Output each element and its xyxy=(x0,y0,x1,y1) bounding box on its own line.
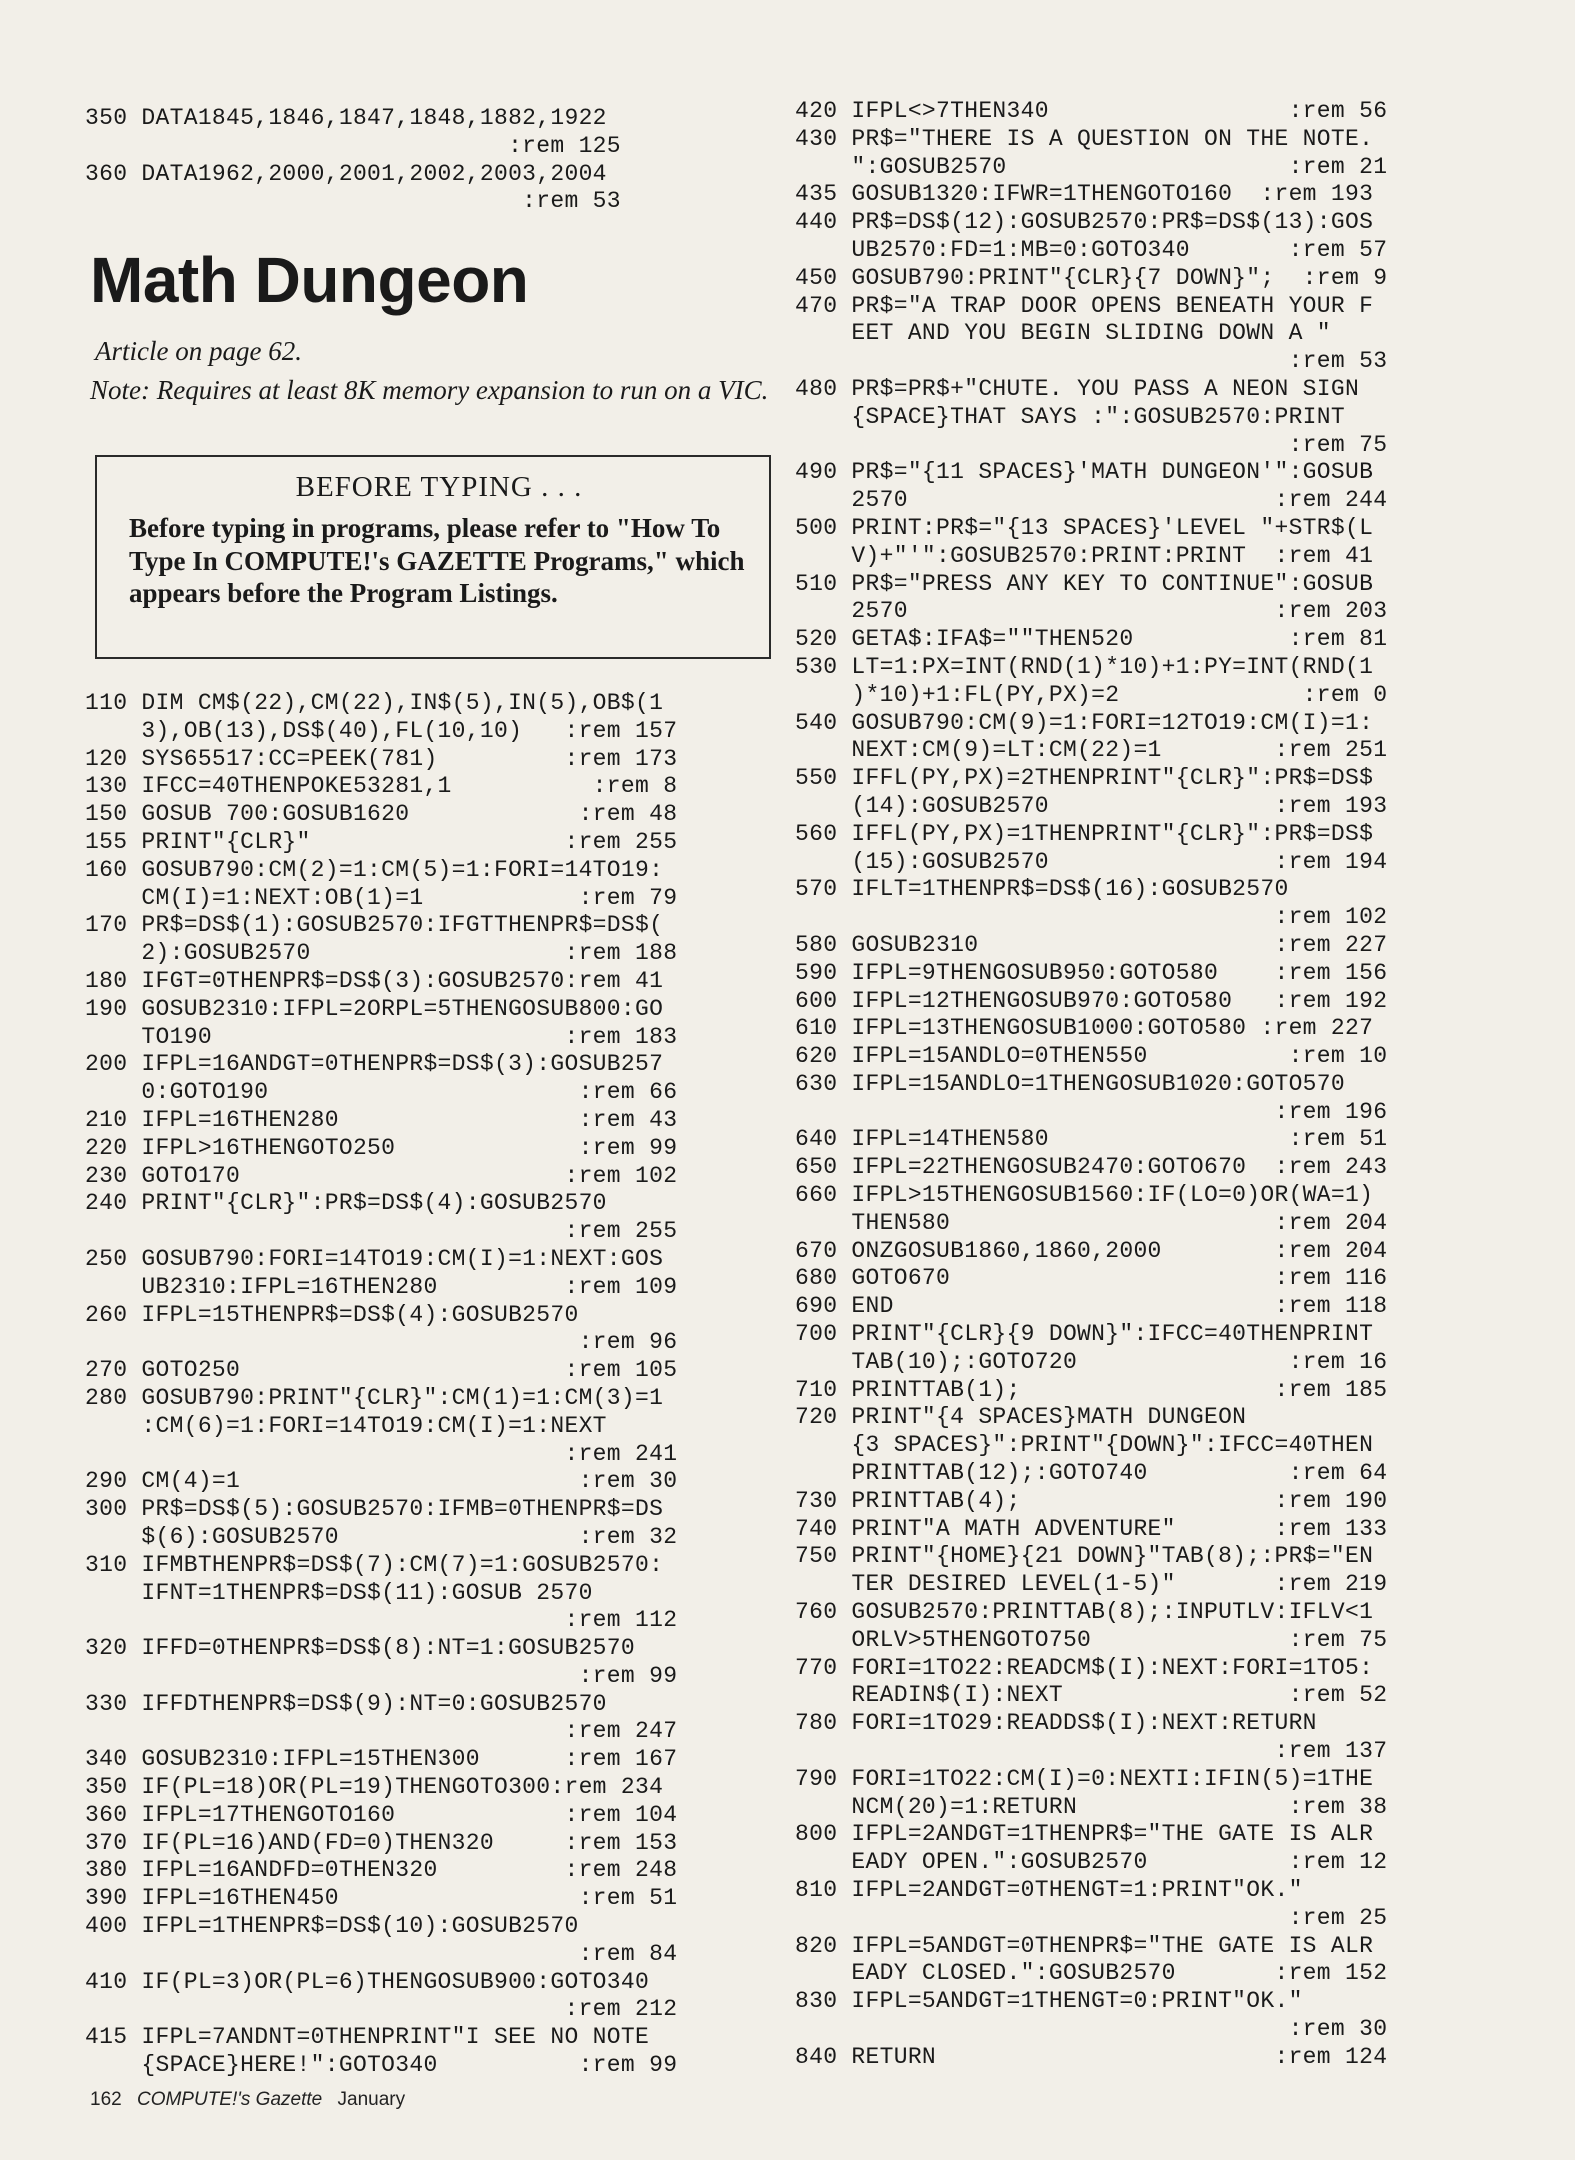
code-line: 150 GOSUB 700:GOSUB1620 :rem 48 xyxy=(85,801,678,828)
code-line: 310 IFMBTHENPR$=DS$(7):CM(7)=1:GOSUB2570: IFNT=1THENPR$=DS$(11):GOSUB 2570 :rem 112 xyxy=(85,1551,678,1634)
code-line: 130 IFCC=40THENPOKE53281,1 :rem 8 xyxy=(85,773,678,800)
code-line: 350 DATA1845,1846,1847,1848,1882,1922 :rem 125 xyxy=(85,105,621,159)
code-line: 220 IFPL>16THENGOTO250 :rem 99 xyxy=(85,1134,678,1161)
code-line: 780 FORI=1TO29:READDS$(I):NEXT:RETURN :rem 137 xyxy=(795,1710,1388,1765)
before-typing-heading: BEFORE TYPING . . . xyxy=(295,471,583,503)
code-line: 670 ONZGOSUB1860,1860,2000 :rem 204 xyxy=(795,1237,1388,1264)
code-line: 360 IFPL=17THENGOTO160 :rem 104 xyxy=(85,1801,678,1828)
code-line: 690 END :rem 118 xyxy=(795,1293,1388,1320)
code-line: 530 LT=1:PX=INT(RND(1)*10)+1:PY=INT(RND(1 )*10)+1:FL(PY,PX)=2 :rem 0 xyxy=(795,653,1388,708)
code-line: 350 IF(PL=18)OR(PL=19)THENGOTO300:rem 234 xyxy=(85,1774,664,1801)
code-line: 640 IFPL=14THEN580 :rem 51 xyxy=(795,1126,1388,1153)
code-line: 500 PRINT:PR$="{13 SPACES}'LEVEL "+STR$(L V)+"'":GOSUB2570:PRINT:PRINT :rem 41 xyxy=(795,514,1374,569)
code-line: 200 IFPL=16ANDGT=0THENPR$=DS$(3):GOSUB257 0:GOTO190 :rem 66 xyxy=(85,1051,678,1106)
code-line: 550 IFFL(PY,PX)=2THENPRINT"{CLR}":PR$=DS$ (14):GOSUB2570 :rem 193 xyxy=(795,765,1388,819)
code-line: 620 IFPL=15ANDLO=0THEN550 :rem 10 xyxy=(795,1043,1388,1070)
code-line: 240 PRINT"{CLR}":PR$=DS$(4):GOSUB2570 :rem 255 xyxy=(85,1190,678,1245)
code-line: 420 IFPL<>7THEN340 :rem 56 xyxy=(795,98,1388,124)
code-line: 540 GOSUB790:CM(9)=1:FORI=12TO19:CM(I)=1: NEXT:CM(9)=LT:CM(22)=1 :rem 251 xyxy=(795,709,1388,764)
code-line: 840 RETURN :rem 124 xyxy=(795,2043,1388,2070)
code-line: 790 FORI=1TO22:CM(I)=0:NEXTI:IFIN(5)=1THE NCM(20)=1:RETURN :rem 38 xyxy=(795,1765,1388,1820)
code-line: 330 IFFDTHENPR$=DS$(9):NT=0:GOSUB2570 :rem 247 xyxy=(85,1690,678,1745)
code-line: 760 GOSUB2570:PRINTTAB(8);:INPUTLV:IFLV<1 ORLV>5THENGOTO750 :rem 75 xyxy=(795,1599,1388,1653)
code-line: 590 IFPL=9THENGOSUB950:GOTO580 :rem 156 xyxy=(795,959,1388,986)
code-line: 300 PR$=DS$(5):GOSUB2570:IFMB=0THENPR$=DS $(6):GOSUB2570 :rem 32 xyxy=(85,1496,678,1550)
article-reference: Article on page 62. xyxy=(95,336,302,366)
code-line: 360 DATA1962,2000,2001,2002,2003,2004 :rem 53 xyxy=(85,160,621,215)
code-line: 250 GOSUB790:FORI=14TO19:CM(I)=1:NEXT:GOS UB2310:IFPL=16THEN280 :rem 109 xyxy=(85,1245,678,1300)
listing-top xyxy=(85,105,775,216)
page-footer xyxy=(90,2089,405,2111)
code-line: 435 GOSUB1320:IFWR=1THENGOTO160 :rem 193 xyxy=(795,181,1374,208)
code-line: 560 IFFL(PY,PX)=1THENPRINT"{CLR}":PR$=DS$ (15):GOSUB2570 :rem 194 xyxy=(795,820,1388,875)
code-line: 720 PRINT"{4 SPACES}MATH DUNGEON {3 SPACES}":PRINT"{DOWN}":IFCC=40THEN PRINTTAB(12);:GOTO740 :rem 64 xyxy=(795,1404,1388,1487)
code-line: 280 GOSUB790:PRINT"{CLR}":CM(1)=1:CM(3)=1 :CM(6)=1:FORI=14TO19:CM(I)=1:NEXT :rem 241 xyxy=(85,1384,678,1467)
before-typing-box xyxy=(95,455,771,659)
code-line: 740 PRINT"A MATH ADVENTURE" :rem 133 xyxy=(795,1515,1388,1542)
code-line: 710 PRINTTAB(1); :rem 185 xyxy=(795,1376,1388,1403)
requirements-note: Note: Requires at least 8K memory expansion to run on a VIC. xyxy=(90,375,769,405)
code-line: 750 PRINT"{HOME}{21 DOWN}"TAB(8);:PR$="EN TER DESIRED LEVEL(1-5)" :rem 219 xyxy=(795,1543,1388,1598)
code-line: 600 IFPL=12THENGOSUB970:GOTO580 :rem 192 xyxy=(795,987,1388,1014)
code-line: 510 PR$="PRESS ANY KEY TO CONTINUE":GOSUB 2570 :rem 203 xyxy=(795,570,1388,625)
page-number: 162 xyxy=(90,2089,122,2110)
code-line: 800 IFPL=2ANDGT=1THENPR$="THE GATE IS ALR EADY OPEN.":GOSUB2570 :rem 12 xyxy=(795,1821,1388,1876)
listing-left-column xyxy=(85,690,775,2080)
code-line: 380 IFPL=16ANDFD=0THEN320 :rem 248 xyxy=(85,1857,678,1884)
code-line: 770 FORI=1TO22:READCM$(I):NEXT:FORI=1TO5: READIN$(I):NEXT :rem 52 xyxy=(795,1654,1388,1709)
code-line: 400 IFPL=1THENPR$=DS$(10):GOSUB2570 :rem 84 xyxy=(85,1913,678,1967)
code-line: 440 PR$=DS$(12):GOSUB2570:PR$=DS$(13):GOS UB2570:FD=1:MB=0:GOTO340 :rem 57 xyxy=(795,209,1388,263)
code-line: 610 IFPL=13THENGOSUB1000:GOTO580 :rem 227 xyxy=(795,1015,1374,1042)
code-line: 340 GOSUB2310:IFPL=15THEN300 :rem 167 xyxy=(85,1746,678,1773)
code-line: 390 IFPL=16THEN450 :rem 51 xyxy=(85,1885,678,1912)
code-line: 700 PRINT"{CLR}{9 DOWN}":IFCC=40THENPRINT TAB(10);:GOTO720 :rem 16 xyxy=(795,1321,1388,1375)
code-line: 180 IFGT=0THENPR$=DS$(3):GOSUB2570:rem 41 xyxy=(85,967,664,994)
code-line: 580 GOSUB2310 :rem 227 xyxy=(795,931,1388,958)
code-line: 260 IFPL=15THENPR$=DS$(4):GOSUB2570 :rem 96 xyxy=(85,1301,678,1356)
before-typing-text: Before typing in programs, please refer to "How To Type In COMPUTE!'s GAZETTE Programs," which appears before the Program Listings. xyxy=(129,513,745,608)
code-line: 630 IFPL=15ANDLO=1THENGOSUB1020:GOTO570 :rem 196 xyxy=(795,1070,1388,1125)
code-line: 410 IF(PL=3)OR(PL=6)THENGOSUB900:GOTO340 :rem 212 xyxy=(85,1968,678,2023)
issue-month: January xyxy=(337,2089,406,2110)
code-line: 415 IFPL=7ANDNT=0THENPRINT"I SEE NO NOTE {SPACE}HERE!":GOTO340 :rem 99 xyxy=(85,2024,678,2079)
listing-right-column xyxy=(795,98,1495,2072)
code-line: 270 GOTO250 :rem 105 xyxy=(85,1357,678,1384)
code-line: 480 PR$=PR$+"CHUTE. YOU PASS A NEON SIGN {SPACE}THAT SAYS :":GOSUB2570:PRINT :rem 75 xyxy=(795,375,1388,458)
code-line: 320 IFFD=0THENPR$=DS$(8):NT=1:GOSUB2570 :rem 99 xyxy=(85,1635,678,1689)
code-line: 830 IFPL=5ANDGT=1THENGT=0:PRINT"OK." :rem 30 xyxy=(795,1988,1388,2042)
code-line: 820 IFPL=5ANDGT=0THENPR$="THE GATE IS ALR EADY CLOSED.":GOSUB2570 :rem 152 xyxy=(795,1932,1388,1987)
code-line: 730 PRINTTAB(4); :rem 190 xyxy=(795,1487,1388,1514)
code-line: 810 IFPL=2ANDGT=0THENGT=1:PRINT"OK." :rem 25 xyxy=(795,1877,1388,1931)
code-line: 430 PR$="THERE IS A QUESTION ON THE NOTE. ":GOSUB2570 :rem 21 xyxy=(795,125,1388,180)
code-line: 520 GETA$:IFA$=""THEN520 :rem 81 xyxy=(795,626,1388,653)
code-line: 290 CM(4)=1 :rem 30 xyxy=(85,1468,678,1495)
code-line: 490 PR$="{11 SPACES}'MATH DUNGEON'":GOSUB 2570 :rem 244 xyxy=(795,459,1388,514)
code-line: 210 IFPL=16THEN280 :rem 43 xyxy=(85,1106,678,1133)
code-line: 470 PR$="A TRAP DOOR OPENS BENEATH YOUR F EET AND YOU BEGIN SLIDING DOWN A " :rem 53 xyxy=(795,292,1388,375)
code-line: 370 IF(PL=16)AND(FD=0)THEN320 :rem 153 xyxy=(85,1829,678,1856)
code-line: 155 PRINT"{CLR}" :rem 255 xyxy=(85,828,678,855)
code-line: 450 GOSUB790:PRINT"{CLR}{7 DOWN}"; :rem 9 xyxy=(795,264,1388,291)
code-line: 570 IFLT=1THENPR$=DS$(16):GOSUB2570 :rem 102 xyxy=(795,876,1388,931)
code-line: 110 DIM CM$(22),CM(22),IN$(5),IN(5),OB$(1 3),OB(13),DS$(40),FL(10,10) :rem 157 xyxy=(85,690,678,744)
code-line: 230 GOTO170 :rem 102 xyxy=(85,1162,678,1189)
code-line: 170 PR$=DS$(1):GOSUB2570:IFGTTHENPR$=DS$( 2):GOSUB2570 :rem 188 xyxy=(85,912,678,967)
page-title: Math Dungeon xyxy=(90,244,529,316)
publication-name: COMPUTE!'s Gazette xyxy=(136,2089,323,2110)
code-line: 160 GOSUB790:CM(2)=1:CM(5)=1:FORI=14TO19: CM(I)=1:NEXT:OB(1)=1 :rem 79 xyxy=(85,856,678,911)
code-line: 660 IFPL>15THENGOSUB1560:IF(LO=0)OR(WA=1) THEN580 :rem 204 xyxy=(795,1182,1388,1236)
code-line: 650 IFPL=22THENGOSUB2470:GOTO670 :rem 243 xyxy=(795,1154,1388,1181)
code-line: 190 GOSUB2310:IFPL=2ORPL=5THENGOSUB800:GO TO190 :rem 183 xyxy=(85,995,678,1050)
code-line: 680 GOTO670 :rem 116 xyxy=(795,1265,1388,1292)
code-line: 120 SYS65517:CC=PEEK(781) :rem 173 xyxy=(85,745,678,772)
